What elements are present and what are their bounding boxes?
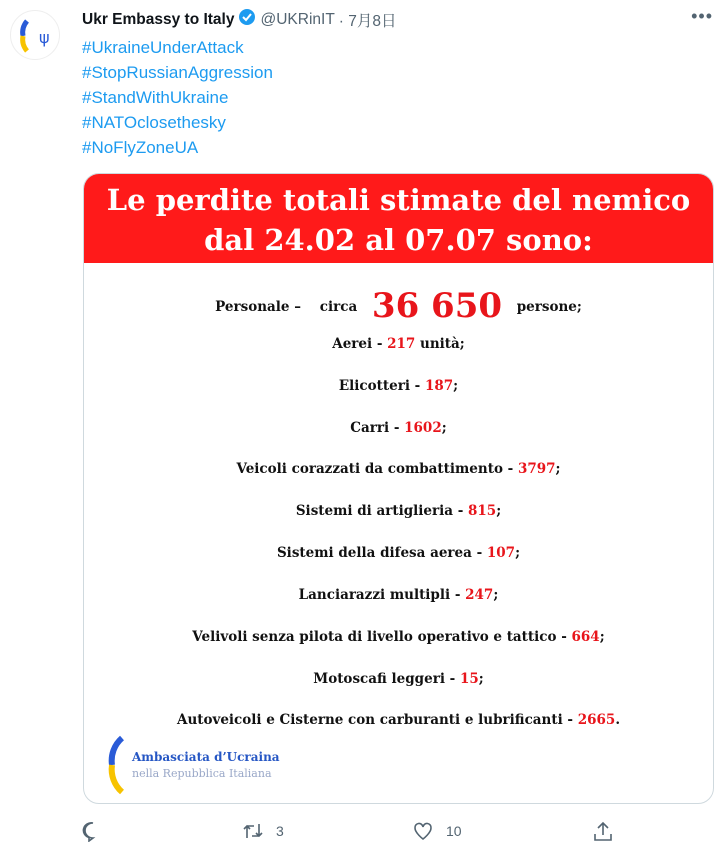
loss-label: Sistemi di artiglieria -	[295, 503, 468, 519]
label: circa	[319, 299, 358, 315]
svg-text:ψ: ψ	[39, 28, 50, 47]
hashtags	[82, 35, 273, 160]
author-name[interactable]: Ukr Embassy to Italy	[82, 10, 235, 28]
loss-label: Motoscafi leggeri -	[313, 671, 460, 687]
loss-suffix: ;	[441, 420, 447, 436]
loss-suffix: ;	[478, 671, 484, 687]
loss-value: 1602	[404, 420, 442, 436]
tweet-date[interactable]: · 7月8日	[338, 12, 397, 30]
share-icon	[592, 820, 614, 842]
loss-label: Veicoli corazzati da combattimento -	[236, 461, 518, 477]
like-button[interactable]	[412, 820, 462, 842]
loss-label: Velivoli senza pilota di livello operativo e tattico -	[192, 629, 572, 645]
loss-item	[84, 587, 713, 603]
image-banner	[84, 174, 713, 263]
avatar[interactable]	[10, 10, 60, 60]
loss-value: 217	[387, 336, 416, 352]
hashtag-link[interactable]: #NATOclosethesky	[82, 113, 226, 132]
banner-subtitle: dal 24.02 al 07.07 sono:	[204, 223, 593, 257]
loss-suffix: ;	[515, 545, 521, 561]
loss-value: 815	[468, 503, 497, 519]
like-count: 10	[446, 823, 462, 839]
loss-label: Elicotteri -	[338, 378, 425, 394]
loss-item	[84, 545, 713, 561]
loss-label: Lanciarazzi multipli -	[298, 587, 466, 603]
loss-value: 107	[486, 545, 516, 561]
hashtag-link[interactable]: #UkraineUnderAttack	[82, 38, 244, 57]
personnel-line	[84, 286, 713, 326]
loss-label: Autoveicoli e Cisterne con carburanti e lubrificanti -	[176, 712, 578, 728]
loss-label: Aerei -	[332, 336, 388, 352]
loss-suffix: ;	[453, 378, 459, 394]
loss-item	[84, 420, 713, 436]
loss-suffix: unità;	[415, 336, 465, 352]
embassy-logo	[102, 734, 132, 801]
loss-value: 15	[459, 671, 479, 687]
loss-value: 3797	[517, 461, 556, 477]
loss-item	[84, 503, 713, 519]
tweet-header	[82, 8, 397, 31]
loss-label: Sistemi della difesa aerea -	[276, 545, 487, 561]
loss-suffix: ;	[555, 461, 561, 477]
label: persone;	[516, 299, 582, 315]
tweet-image[interactable]	[83, 173, 714, 804]
reply-icon	[82, 820, 104, 842]
loss-item	[84, 378, 713, 394]
retweet-button[interactable]	[242, 820, 284, 842]
loss-label: Carri -	[350, 420, 405, 436]
retweet-count: 3	[276, 823, 284, 839]
logo-line2: nella Repubblica Italiana	[132, 767, 272, 780]
loss-item	[84, 461, 713, 477]
loss-item	[84, 671, 713, 687]
retweet-icon	[242, 820, 264, 842]
loss-suffix: ;	[599, 629, 605, 645]
loss-suffix: .	[615, 712, 621, 728]
loss-suffix: ;	[493, 587, 499, 603]
loss-item	[84, 336, 713, 352]
loss-value: 664	[571, 629, 600, 645]
label: Personale –	[215, 299, 301, 315]
more-options-icon[interactable]: •••	[691, 6, 713, 26]
logo-line1: Ambasciata d’Ucraina	[132, 750, 280, 764]
reply-button[interactable]	[82, 820, 104, 842]
loss-item	[84, 629, 713, 645]
personnel-value: 36 650	[371, 286, 503, 326]
verified-icon	[238, 8, 256, 31]
hashtag-link[interactable]: #NoFlyZoneUA	[82, 138, 199, 157]
author-handle[interactable]: @UKRinIT	[260, 10, 335, 28]
loss-item	[84, 712, 713, 728]
loss-value: 2665	[577, 712, 616, 728]
heart-icon	[412, 820, 434, 842]
loss-suffix: ;	[496, 503, 502, 519]
banner-title: Le perdite totali stimate del nemico	[106, 183, 691, 217]
loss-value: 187	[424, 378, 454, 394]
loss-value: 247	[465, 587, 494, 603]
hashtag-link[interactable]: #StopRussianAggression	[82, 63, 273, 82]
hashtag-link[interactable]: #StandWithUkraine	[82, 88, 229, 107]
share-button[interactable]	[592, 820, 614, 842]
